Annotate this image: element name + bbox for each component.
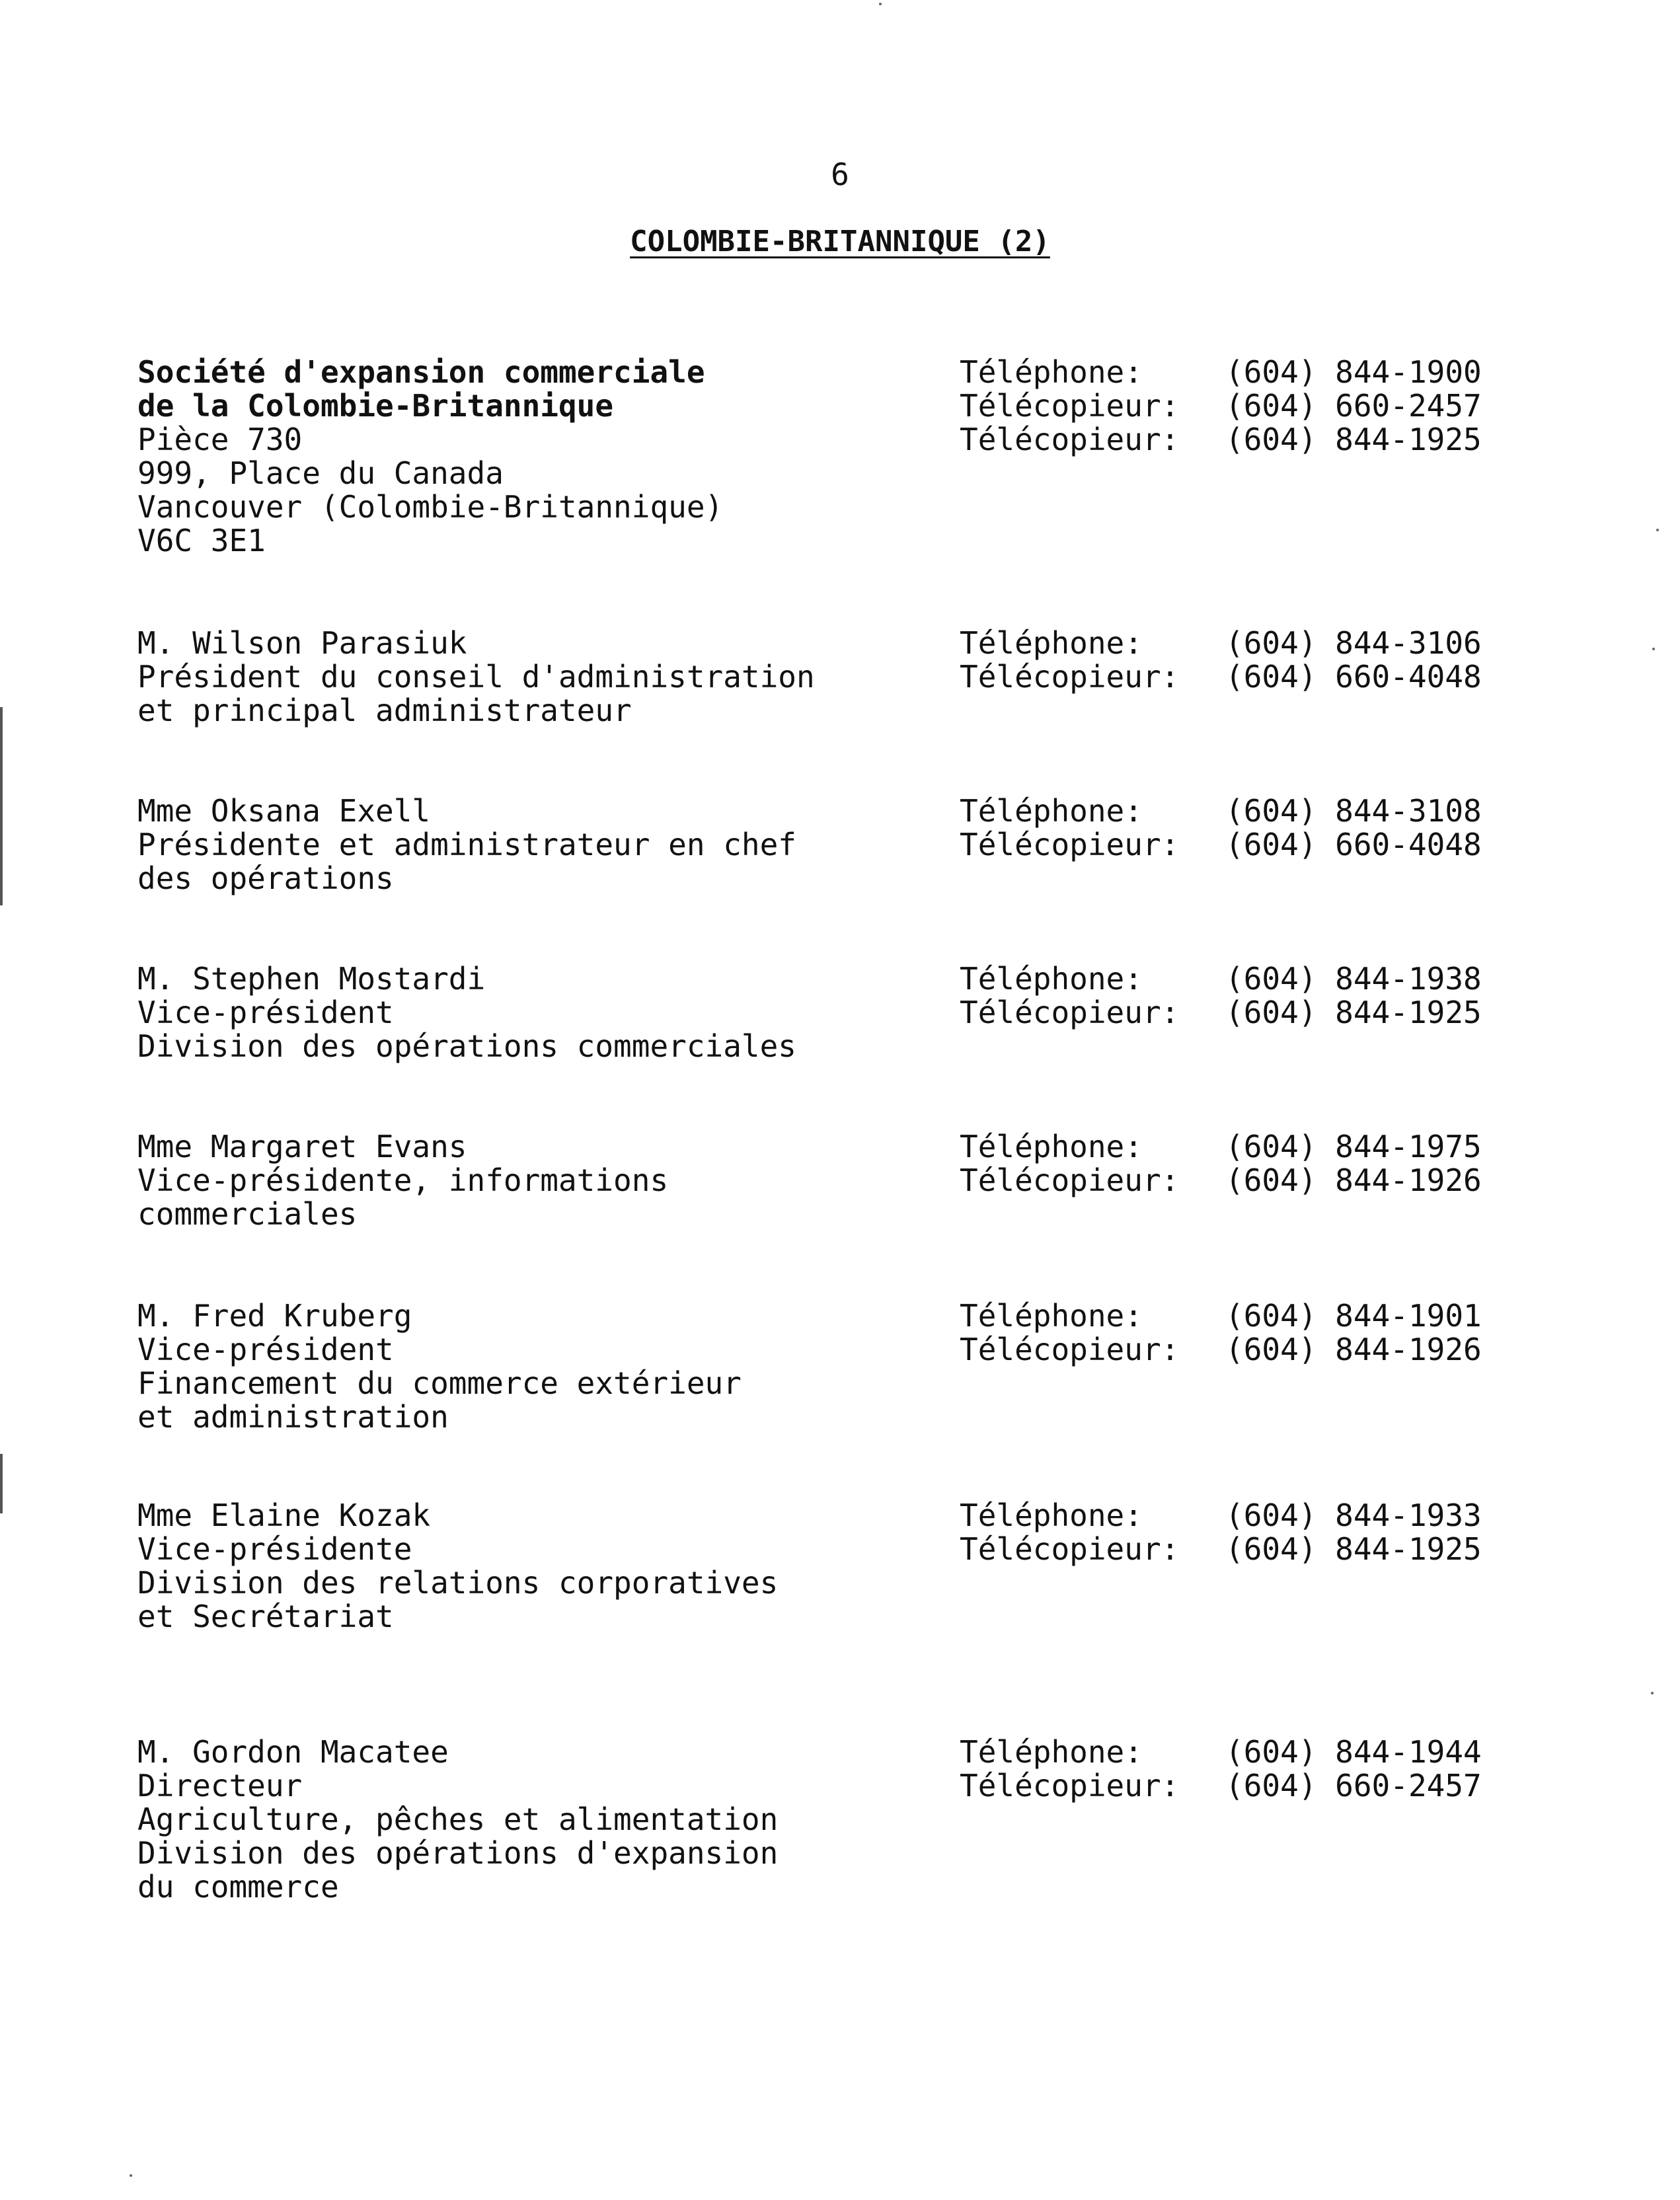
entry-detail-line: Vice-président (137, 1332, 394, 1367)
phone-number: (604) 660-2457 (1225, 388, 1482, 424)
contact-row (960, 962, 1621, 996)
entry-detail-line: commerciales (137, 1196, 358, 1232)
entry-detail-line: et Secrétariat (137, 1599, 394, 1634)
contact-row (960, 1735, 1621, 1769)
entry-detail-line: du commerce (137, 1869, 339, 1905)
entry-details (137, 1735, 931, 1904)
contact-row (960, 660, 1621, 694)
contact-label: Téléphone: (960, 793, 1143, 829)
contact-row (960, 1333, 1621, 1367)
phone-number: (604) 844-1925 (1225, 1531, 1482, 1567)
contact-label: Téléphone: (960, 354, 1143, 390)
entry-detail-line: Vice-président (137, 995, 394, 1030)
contact-row (960, 794, 1621, 828)
contact-row (960, 828, 1621, 862)
entry-detail-line: Division des opérations commerciales (137, 1028, 796, 1064)
entry-detail-line: V6C 3E1 (137, 523, 266, 558)
contact-row (960, 1299, 1621, 1333)
contact-label: Télécopieur: (960, 1332, 1180, 1367)
entry-detail-line: Président du conseil d'administration (137, 659, 815, 695)
entry-detail-line: Agriculture, pêches et alimentation (137, 1802, 779, 1837)
phone-number: (604) 844-1938 (1225, 961, 1482, 997)
entry-detail-line: 999, Place du Canada (137, 455, 504, 491)
contact-label: Télécopieur: (960, 827, 1180, 862)
contact-label: Téléphone: (960, 1298, 1143, 1334)
phone-number: (604) 844-1975 (1225, 1129, 1482, 1164)
entry-detail-line: Présidente et administrateur en chef (137, 827, 796, 862)
contact-row (960, 996, 1621, 1030)
contact-label: Télécopieur: (960, 995, 1180, 1030)
contact-label: Téléphone: (960, 961, 1143, 997)
phone-number: (604) 844-1933 (1225, 1498, 1482, 1533)
phone-number: (604) 844-1901 (1225, 1298, 1482, 1334)
phone-number: (604) 844-1926 (1225, 1162, 1482, 1198)
contact-label: Télécopieur: (960, 1531, 1180, 1567)
contact-label: Téléphone: (960, 1734, 1143, 1770)
contact-label: Télécopieur: (960, 388, 1180, 424)
scan-speck (130, 2174, 132, 2177)
entry-detail-line: Directeur (137, 1768, 303, 1803)
entry-contacts (960, 626, 1621, 694)
scan-speck (1652, 648, 1655, 650)
entry-contacts (960, 1499, 1621, 1566)
scan-margin-line (0, 1454, 3, 1513)
entry-contacts (960, 794, 1621, 862)
phone-number: (604) 660-4048 (1225, 659, 1482, 695)
entry-detail-line: Vice-présidente, informations (137, 1162, 669, 1198)
phone-number: (604) 660-4048 (1225, 827, 1482, 862)
contact-label: Téléphone: (960, 625, 1143, 661)
entry-details (137, 962, 931, 1063)
contact-label: Téléphone: (960, 1129, 1143, 1164)
phone-number: (604) 844-3108 (1225, 793, 1482, 829)
contact-row (960, 389, 1621, 423)
entry-name: M. Wilson Parasiuk (137, 625, 467, 661)
entry-details (137, 794, 931, 895)
contact-row (960, 1533, 1621, 1566)
entry-name: M. Fred Kruberg (137, 1298, 412, 1334)
contact-row (960, 356, 1621, 389)
phone-number: (604) 844-1900 (1225, 354, 1482, 390)
phone-number: (604) 844-1926 (1225, 1332, 1482, 1367)
contact-label: Télécopieur: (960, 1768, 1180, 1803)
entry-name: M. Gordon Macatee (137, 1734, 449, 1770)
entry-detail-line: Vice-présidente (137, 1531, 412, 1567)
entry-details (137, 356, 931, 558)
scan-margin-line (0, 707, 3, 905)
entry-contacts (960, 962, 1621, 1030)
contact-label: Télécopieur: (960, 1162, 1180, 1198)
entry-details (137, 1130, 931, 1231)
entry-detail-line: Pièce 730 (137, 422, 303, 457)
page-number: 6 (831, 157, 849, 192)
entry-name: Mme Margaret Evans (137, 1129, 467, 1164)
entry-detail-line: et administration (137, 1399, 449, 1435)
entry-detail-line: Vancouver (Colombie-Britannique) (137, 489, 724, 525)
entry-contacts (960, 1299, 1621, 1367)
contact-row (960, 1130, 1621, 1164)
contact-label: Télécopieur: (960, 422, 1180, 457)
scan-speck (1656, 529, 1659, 531)
entry-contacts (960, 1735, 1621, 1803)
contact-label: Télécopieur: (960, 659, 1180, 695)
contact-label: Téléphone: (960, 1498, 1143, 1533)
entry-name: Société d'expansion commerciale (137, 354, 705, 390)
entry-detail-line: et principal administrateur (137, 693, 632, 728)
page-heading: COLOMBIE-BRITANNIQUE (2) (630, 225, 1050, 258)
entry-detail-line: Division des opérations d'expansion (137, 1835, 779, 1871)
entry-detail-line: des opérations (137, 860, 394, 896)
phone-number: (604) 660-2457 (1225, 1768, 1482, 1803)
contact-row (960, 626, 1621, 660)
entry-contacts (960, 356, 1621, 457)
entry-details (137, 626, 931, 728)
entry-name: Mme Elaine Kozak (137, 1498, 431, 1533)
scan-speck (879, 3, 882, 5)
phone-number: (604) 844-1925 (1225, 995, 1482, 1030)
entry-detail-line: Division des relations corporatives (137, 1565, 779, 1601)
phone-number: (604) 844-1944 (1225, 1734, 1482, 1770)
contact-row (960, 1164, 1621, 1197)
entry-detail-line: Financement du commerce extérieur (137, 1365, 742, 1401)
contact-row (960, 1769, 1621, 1803)
scan-speck (1651, 1692, 1654, 1694)
entry-details (137, 1499, 931, 1634)
entry-contacts (960, 1130, 1621, 1197)
phone-number: (604) 844-1925 (1225, 422, 1482, 457)
entry-details (137, 1299, 931, 1434)
entry-name: Mme Oksana Exell (137, 793, 431, 829)
contact-row (960, 423, 1621, 457)
entry-detail-line: de la Colombie-Britannique (137, 388, 614, 424)
phone-number: (604) 844-3106 (1225, 625, 1482, 661)
entry-name: M. Stephen Mostardi (137, 961, 486, 997)
contact-row (960, 1499, 1621, 1533)
